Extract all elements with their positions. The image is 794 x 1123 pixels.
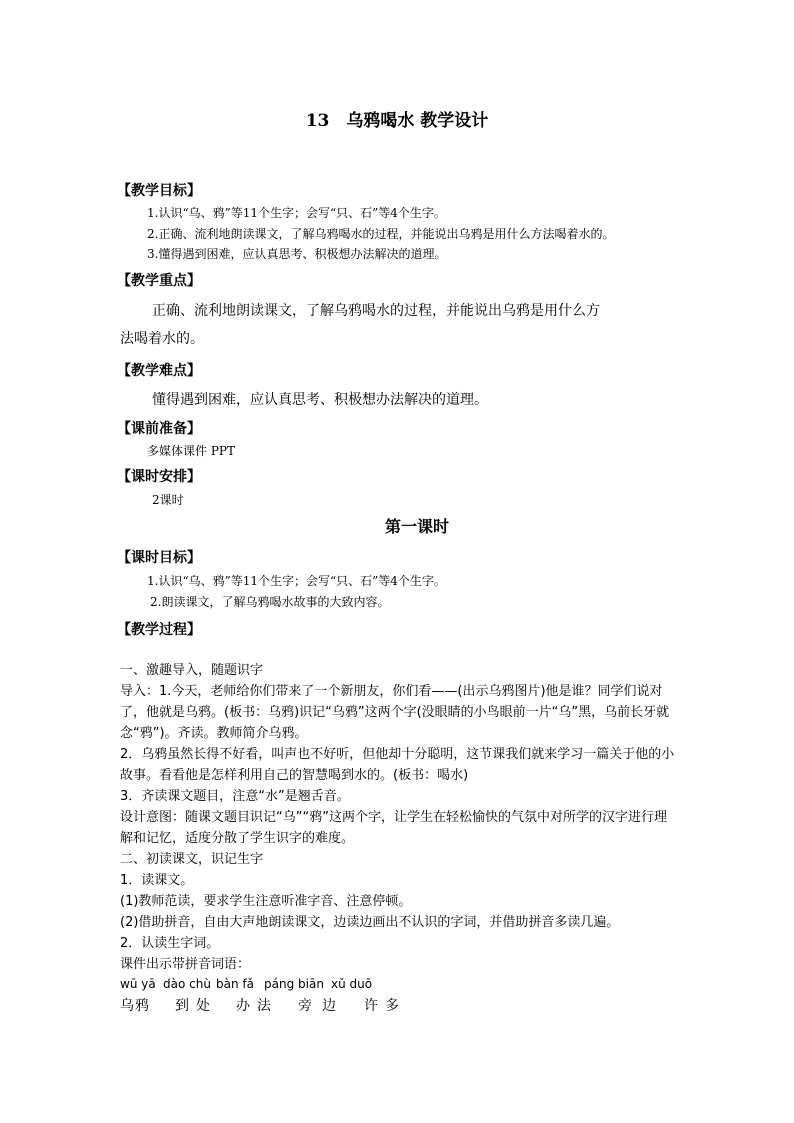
process-paragraph: 3．齐读课文题目，注意“水”是翘舌音。 (120, 789, 350, 804)
process-design-intent: 设计意图：随课文题目识记“乌”“鸦”这两个字，让学生在轻松愉快的气氛中对所学的汉字进行理解和记忆，适度分散了学生识字的难度。 (120, 810, 667, 846)
goal-item: 2.正确、流利地朗读课文，了解乌鸦喝水的过程，并能说出乌鸦是用什么方法喝着水的。 (147, 227, 615, 241)
process-paragraph: 2．认读生字词。 (120, 936, 220, 951)
lesson-goal-item: 2.朗读课文，了解乌鸦喝水故事的大致内容。 (150, 595, 390, 609)
process-paragraph: 2．乌鸦虽然长得不好看，叫声也不好听，但他却十分聪明，这节课我们就来学习一篇关于他的小故事。看看他是怎样利用自己的智慧喝到水的。(板书：喝水) (120, 747, 675, 783)
key-points-text-continued: 法喝着水的。 (120, 331, 204, 347)
pinyin-word: xǔ duō (331, 977, 373, 991)
pinyin-word: dào chù (163, 977, 211, 991)
key-points-heading: 【教学重点】 (117, 273, 201, 289)
pinyin-word: páng biān (264, 977, 324, 991)
hanzi-word: 到处 (175, 998, 217, 1014)
goal-item: 1.认识“乌、鸦”等11个生字；会写“只、石”等4个生字。 (147, 206, 446, 220)
preparation-heading: 【课前准备】 (117, 421, 201, 437)
lesson-goal-item: 1.认识“乌、鸦”等11个生字；会写“只、石”等4个生字。 (147, 574, 446, 588)
key-points-text: 正确、流利地朗读课文，了解乌鸦喝水的过程，并能说出乌鸦是用什么方 (152, 303, 600, 319)
process-section-title: 二、初读课文，识记生字 (120, 852, 264, 867)
pinyin-word: wū yā (120, 977, 156, 991)
process-paragraph: 1．读课文。 (120, 873, 194, 888)
process-paragraph: 导入：1.今天，老师给你们带来了一个新朋友，你们看——(出示乌鸦图片)他是谁？同学们说对了，他就是乌鸦。(板书：乌鸦)识记“乌鸦”这两个字(没眼睛的小鸟眼前一片“乌”黑，乌前长牙就念“鸦”)。齐读。教师简介乌鸦。 (120, 684, 670, 741)
hanzi-word: 乌鸦 (120, 998, 150, 1014)
process-paragraph: (1)教师范读，要求学生注意听准字音、注意停顿。 (120, 894, 412, 909)
lesson-goals-heading: 【课时目标】 (117, 550, 201, 566)
document-title: 13 乌鸦喝水 教学设计 (305, 111, 489, 131)
pinyin-word: bàn fǎ (216, 977, 254, 991)
difficulties-heading: 【教学难点】 (117, 363, 201, 379)
process-paragraph: (2)借助拼音，自由大声地朗读课文，边读边画出不认识的字词，并借助拼音多读几遍。 (120, 915, 620, 930)
hanzi-word: 旁边 (298, 998, 346, 1014)
schedule-text: 2课时 (152, 493, 184, 507)
preparation-text: 多媒体课件 PPT (147, 444, 235, 458)
goals-heading: 【教学目标】 (117, 183, 201, 199)
difficulties-text: 懂得遇到困难，应认真思考、积极想办法解决的道理。 (152, 392, 488, 408)
schedule-heading: 【课时安排】 (117, 469, 201, 485)
goal-item: 3.懂得遇到困难，应认真思考、积极想办法解决的道理。 (147, 247, 447, 261)
hanzi-word: 办法 (236, 998, 278, 1014)
process-heading: 【教学过程】 (117, 622, 201, 638)
process-paragraph: 课件出示带拼音词语： (120, 957, 251, 972)
lesson-title: 第一课时 (384, 517, 449, 536)
process-section-title: 一、激趣导入，随题识字 (120, 663, 264, 678)
hanzi-word: 许多 (364, 998, 406, 1014)
